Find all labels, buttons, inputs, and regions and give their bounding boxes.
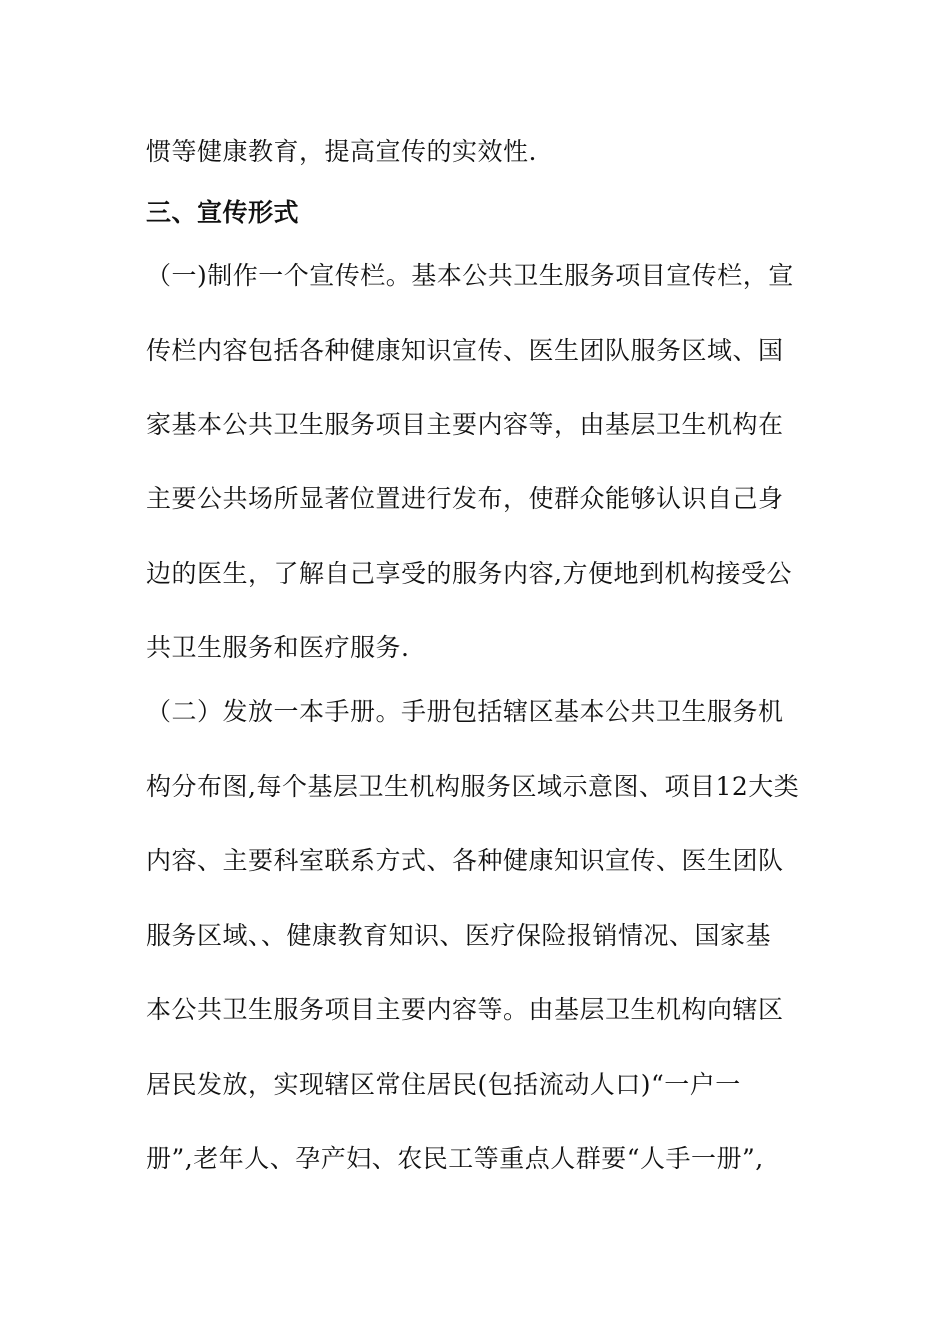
paragraph-line: 惯等健康教育，提高宣传的实效性. — [146, 137, 537, 166]
paragraph-line: 册”,老年人、孕产妇、农民工等重点人群要“人手一册”, — [146, 1144, 764, 1173]
paragraph-line: 构分布图,每个基层卫生机构服务区域示意图、项目12大类 — [146, 772, 800, 801]
paragraph-line: 传栏内容包括各种健康知识宣传、医生团队服务区域、国 — [146, 336, 784, 365]
paragraph-line: （二）发放一本手册。手册包括辖区基本公共卫生服务机 — [146, 697, 784, 726]
paragraph-line: 家基本公共卫生服务项目主要内容等，由基层卫生机构在 — [146, 410, 784, 439]
paragraph-line: 内容、主要科室联系方式、各种健康知识宣传、医生团队 — [146, 846, 784, 875]
paragraph-line: 主要公共场所显著位置进行发布，使群众能够认识自己身 — [146, 484, 784, 513]
paragraph-line: 服务区域、、健康教育知识、医疗保险报销情况、国家基 — [146, 921, 772, 950]
paragraph-line: 边的医生，了解自己享受的服务内容,方便地到机构接受公 — [146, 559, 792, 588]
paragraph-line: 共卫生服务和医疗服务. — [146, 633, 410, 662]
paragraph-line: （一)制作一个宣传栏。基本公共卫生服务项目宣传栏，宣 — [146, 261, 794, 290]
paragraph-line: 居民发放，实现辖区常住居民(包括流动人口)“一户一 — [146, 1070, 741, 1099]
paragraph-line: 本公共卫生服务项目主要内容等。由基层卫生机构向辖区 — [146, 995, 784, 1024]
section-heading: 三、宣传形式 — [146, 198, 300, 227]
